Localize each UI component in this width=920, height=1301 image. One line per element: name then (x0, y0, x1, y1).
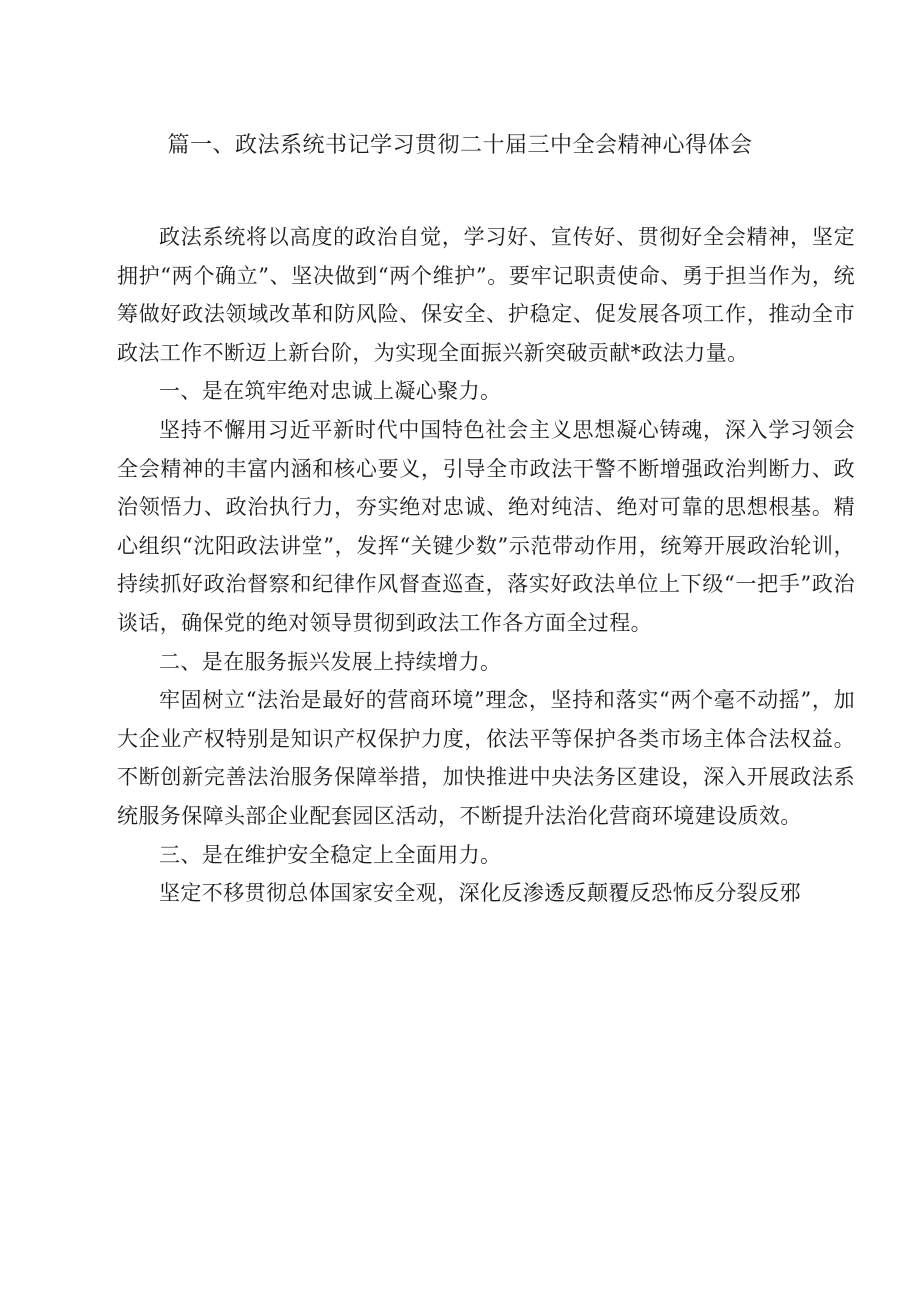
intro-paragraph: 政法系统将以高度的政治自觉，学习好、宣传好、贯彻好全会精神，坚定拥护“两个确立”、坚决做到“两个维护”。要牢记职责使命、勇于担当作为，统筹做好政法领域改革和防风险、保安全、护稳定、促发展各项工作，推动全市政法工作不断迈上新台阶，为实现全面振兴新突破贡献*政法力量。 (117, 225, 855, 365)
section-heading-1: 一、是在筑牢绝对忠诚上凝心聚力。 (159, 379, 502, 404)
section-paragraph-1: 坚持不懈用习近平新时代中国特色社会主义思想凝心铸魂，深入学习领会全会精神的丰富内涵和核心要义，引导全市政法干警不断增强政治判断力、政治领悟力、政治执行力，夯实绝对忠诚、绝对纯洁、绝对可靠的思想根基。精心组织“沈阳政法讲堂”，发挥“关键少数”示范带动作用，统筹开展政治轮训，持续抓好政治督察和纪律作风督查巡查，落实好政法单位上下级“一把手”政治谈话，确保党的绝对领导贯彻到政法工作各方面全过程。 (117, 417, 855, 635)
section-paragraph-3: 坚定不移贯彻总体国家安全观，深化反渗透反颠覆反恐怖反分裂反邪 (159, 881, 801, 906)
section-paragraph-2: 牢固树立“法治是最好的营商环境”理念，坚持和落实“两个毫不动摇”，加大企业产权特别是知识产权保护力度，依法平等保护各类市场主体合法权益。不断创新完善法治服务保障举措，加快推进中央法务区建设，深入开展政法系统服务保障头部企业配套园区活动，不断提升法治化营商环境建设质效。 (117, 688, 855, 828)
section-heading-3: 三、是在维护安全稳定上全面用力。 (159, 842, 502, 867)
document-body (117, 218, 855, 913)
document-title: 篇一、政法系统书记学习贯彻二十届三中全会精神心得体会 (167, 133, 753, 158)
section-heading-2: 二、是在服务振兴发展上持续增力。 (159, 649, 502, 674)
